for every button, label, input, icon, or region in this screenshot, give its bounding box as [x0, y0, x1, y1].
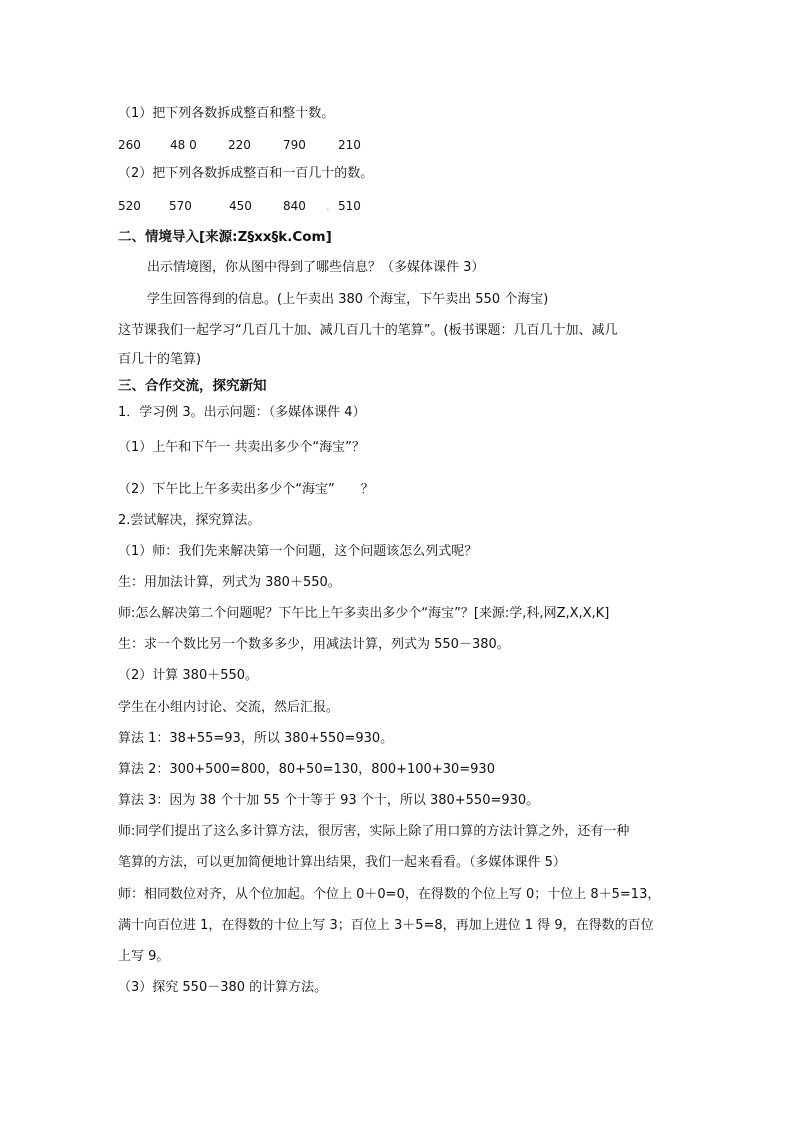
- paragraph: 师:怎么解决第二个问题呢？下午比上午多卖出多少个“海宝”？[来源:学,科,网Z,X,X,K]: [118, 606, 610, 621]
- paragraph: 百几十的笔算): [118, 352, 202, 367]
- paragraph: 师：相同数位对齐，从个位加起。个位上 0＋0=0，在得数的个位上写 0；十位上 8＋5=13，: [118, 887, 661, 902]
- number-cell: 220: [228, 138, 251, 152]
- paragraph: 笔算的方法，可以更加简便地计算出结果，我们一起来看看。（多媒体课件 5）: [118, 855, 566, 870]
- number-cell: 260: [118, 138, 141, 152]
- paragraph: 1．学习例 3。出示问题：（多媒体课件 4）: [118, 405, 366, 420]
- number-cell: 210: [338, 138, 361, 152]
- method-2: 算法 2：300+500=800，80+50=130，800+100+30=930: [118, 762, 495, 777]
- paragraph: 满十向百位进 1，在得数的十位上写 3；百位上 3＋5=8，再加上进位 1 得 9，在得数的百位: [118, 918, 654, 933]
- paragraph: 上写 9。: [118, 949, 170, 964]
- paragraph: （3）探究 550－380 的计算方法。: [118, 980, 328, 995]
- number-cell: 450: [229, 199, 252, 213]
- paragraph: （2）计算 380＋550。: [118, 668, 259, 683]
- number-cell: 840: [283, 199, 306, 213]
- method-3: 算法 3：因为 38 个十加 55 个十等于 93 个十，所以 380+550=930。: [118, 793, 540, 808]
- number-row-2: [118, 197, 361, 215]
- number-cell: 48 0: [170, 138, 197, 152]
- paragraph: 2.尝试解决，探究算法。: [118, 513, 261, 528]
- question-2: （2）下午比上午多卖出多少个“海宝” ？: [118, 482, 374, 497]
- paragraph: 生：用加法计算，列式为 380＋550。: [118, 575, 341, 590]
- section-2-heading: 二、情境导入[来源:Z§xx§k.Com]: [118, 229, 332, 245]
- paragraph: 这节课我们一起学习“几百几十加、减几百几十的笔算”。(板书课题：几百几十加、减几: [118, 323, 618, 338]
- number-cell: 570: [169, 199, 192, 213]
- number-cell: 520: [118, 199, 141, 213]
- method-1: 算法 1：38+55=93，所以 380+550=930。: [118, 731, 394, 746]
- number-cell: 510: [338, 199, 361, 213]
- paragraph: 师:同学们提出了这么多计算方法，很厉害，实际上除了用口算的方法计算之外，还有一种: [118, 824, 630, 839]
- paragraph: 学生在小组内讨论、交流，然后汇报。: [118, 700, 340, 715]
- stray-dot: .: [326, 199, 330, 213]
- paragraph: 生：求一个数比另一个数多多少，用减法计算，列式为 550－380。: [118, 637, 510, 652]
- section-3-heading: 三、合作交流，探究新知: [118, 378, 267, 394]
- number-cell: 790: [283, 138, 306, 152]
- paragraph: 学生回答得到的信息。(上午卖出 380 个海宝，下午卖出 550 个海宝): [147, 292, 549, 307]
- paragraph: 出示情境图，你从图中得到了哪些信息？（多媒体课件 3）: [147, 260, 485, 275]
- question-1: （1）上午和下午一 共卖出多少个“海宝”？: [118, 440, 365, 455]
- exercise-2-heading: （2）把下列各数拆成整百和一百几十的数。: [118, 166, 374, 181]
- exercise-1-heading: （1）把下列各数拆成整百和整十数。: [118, 106, 335, 121]
- number-row-1: [118, 136, 361, 154]
- paragraph: （1）师：我们先来解决第一个问题，这个问题该怎么列式呢？: [118, 544, 478, 559]
